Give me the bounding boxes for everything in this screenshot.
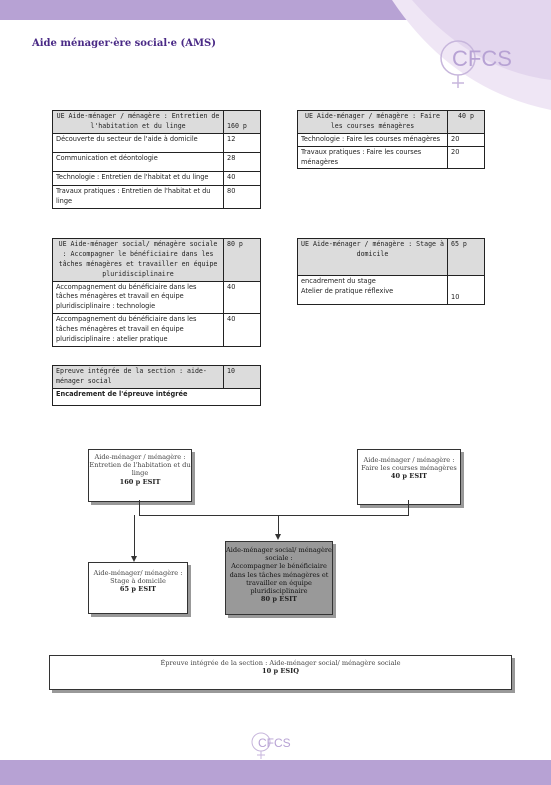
table-row <box>53 314 261 347</box>
ue-table-courses <box>297 110 485 169</box>
box-line: Aide-ménager social/ ménagère sociale : <box>226 546 332 563</box>
table-header-hours: 40 p <box>448 111 485 134</box>
box-hours: 65 p ESIT <box>119 585 157 594</box>
box-hours: 160 p ESIT <box>119 477 161 486</box>
table-header-title: UE Aide-ménager social/ ménagère sociale : Accompagner le bénéficiaire dans les tâches ménagères et travailler en équipe pluridisciplinaire <box>53 239 224 282</box>
arrow-down-icon <box>275 534 281 540</box>
row-hours: 20 <box>448 146 485 169</box>
connector-line <box>408 500 409 515</box>
row-hours: 40 <box>224 314 261 347</box>
row-line: encadrement du stage <box>301 277 376 285</box>
row-hours: 12 <box>224 133 261 152</box>
table-row <box>53 185 261 208</box>
table-header-title: Epreuve intégrée de la section : aide-ménager social <box>53 366 224 389</box>
row-hours: 20 <box>448 133 485 146</box>
diagram-box-entretien <box>88 449 192 502</box>
table-row <box>298 146 485 169</box>
table-row <box>53 133 261 152</box>
diagram-box-stage <box>88 562 188 614</box>
box-line: Accompagner le bénéficiaire dans les tâches ménagères et travailler en équipe pluridisciplinaire <box>229 562 329 596</box>
row-label: Technologie : Faire les courses ménagères <box>298 133 448 146</box>
box-line: Stage à domicile <box>110 577 166 586</box>
table-row <box>53 171 261 185</box>
table-header-hours: 160 p <box>224 111 261 134</box>
table-row <box>53 388 261 405</box>
row-label: Accompagnement du bénéficiaire dans les tâches ménagères et travail en équipe pluridisciplinaire : atelier pratique <box>53 314 224 347</box>
box-line: Aide-ménager / ménagère : <box>94 453 186 461</box>
box-line: Faire les courses ménagères <box>361 464 457 473</box>
table-header-title: UE Aide-ménager / ménagère : Stage à domicile <box>298 239 448 276</box>
document-title: Aide ménager·ère social·e (AMS) <box>32 38 216 49</box>
table-row <box>53 281 261 314</box>
box-hours: 40 p ESIT <box>390 472 428 481</box>
row-hours: 40 <box>224 281 261 314</box>
connector-line <box>278 515 279 535</box>
ue-table-entretien <box>52 110 261 209</box>
diagram-box-epreuve <box>49 655 512 690</box>
table-header-hours: 80 p <box>224 239 261 282</box>
ue-table-epreuve <box>52 365 261 406</box>
row-label: Travaux pratiques : Entretien de l'habitat et du linge <box>53 185 224 208</box>
box-line: Entretien de l'habitation et du linge <box>89 461 191 478</box>
table-row <box>298 133 485 146</box>
row-hours: 10 <box>448 276 485 305</box>
connector-line <box>134 515 135 557</box>
cfcs-logo-footer <box>250 731 300 761</box>
row-hours: 80 <box>224 185 261 208</box>
row-line: Atelier de pratique réflexive <box>301 286 394 295</box>
ue-table-stage <box>297 238 485 305</box>
diagram-box-accompagner <box>225 541 333 615</box>
connector-line <box>139 515 409 516</box>
bottom-band <box>0 760 551 785</box>
row-label <box>298 276 448 305</box>
table-row <box>298 276 485 305</box>
row-label: Accompagnement du bénéficiaire dans les tâches ménagères et travail en équipe pluridisciplinaire : technologie <box>53 281 224 314</box>
logo-text: CFCS <box>258 736 291 750</box>
table-row <box>53 152 261 171</box>
row-label: Communication et déontologie <box>53 152 224 171</box>
row-hours: 40 <box>224 171 261 185</box>
connector-line <box>139 500 140 515</box>
ue-table-accompagner <box>52 238 261 347</box>
box-line: Aide-ménager/ ménagère : <box>93 569 183 577</box>
diagram-box-courses <box>357 449 461 505</box>
table-header-title: UE Aide-ménager / ménagère : Faire les courses ménagères <box>298 111 448 134</box>
logo-text: CFCS <box>452 46 512 71</box>
box-line: Aide-ménager / ménagère : <box>363 456 455 464</box>
table-header-title: UE Aide-ménager / ménagère : Entretien de l'habitation et du linge <box>53 111 224 134</box>
cfcs-logo <box>438 38 528 93</box>
row-label: Travaux pratiques : Faire les courses ménagères <box>298 146 448 169</box>
table-header-hours: 65 p <box>448 239 485 276</box>
row-label: Découverte du secteur de l'aide à domicile <box>53 133 224 152</box>
box-line: Épreuve intégrée de la section : Aide-ménager social/ ménagère sociale <box>160 659 401 667</box>
row-label: Technologie : Entretien de l'habitat et du linge <box>53 171 224 185</box>
box-hours: 10 p ESIQ <box>262 667 299 676</box>
table-footer: Encadrement de l'épreuve intégrée <box>53 388 261 405</box>
box-hours: 80 p ESIT <box>260 595 298 604</box>
table-header-hours: 10 <box>224 366 261 389</box>
row-hours: 28 <box>224 152 261 171</box>
